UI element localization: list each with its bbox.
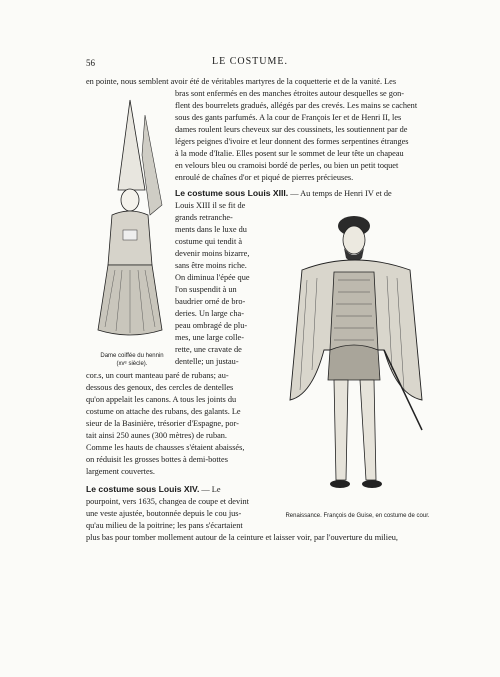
text-line: qu'on appelait les canons. A tous les joints du bbox=[86, 395, 237, 404]
text-line: flent des bourrelets gradués, allégés par des crevés. Les mains se cachent bbox=[175, 101, 418, 110]
text-line: cor.s, un court manteau paré de rubans; au- bbox=[86, 371, 229, 380]
text-line: sous des gants parfumés. A la cour de François Ier et de Henri II, les bbox=[175, 113, 402, 122]
text-line: tait ainsi 250 aunes (300 mètres) de ruban. bbox=[86, 431, 228, 440]
page-number: 56 bbox=[86, 58, 95, 68]
text-line: dames roulent leurs cheveux sur des coussinets, les soutiennent par de bbox=[175, 125, 408, 134]
text-line: devenir moins bizarre, bbox=[175, 249, 250, 258]
text-line: en velours bleu ou cramoisi bordé de perles, ou bien un petit toquet bbox=[175, 161, 399, 170]
text-line: largement couvertes. bbox=[86, 467, 155, 476]
text-line: enroulé de chaînes d'or et piqué de pierres précieuses. bbox=[175, 173, 354, 182]
text-line: dentelle; un justau- bbox=[175, 357, 239, 366]
text-line: Comme les hauts de chausses s'étaient abaissés, bbox=[86, 443, 245, 452]
text-line: rette, une cravate de bbox=[175, 345, 242, 354]
text-line: sans être moins riche. bbox=[175, 261, 247, 270]
text-line: en pointe, nous semblent avoir été de véritables martyres de la coquetterie et de la vanité. Les bbox=[86, 77, 397, 86]
text-line: bras sont enfermés en des manches étroites autour desquelles se gon- bbox=[175, 89, 405, 98]
text-line: sieur de la Basinière, trésorier d'Espagne, por- bbox=[86, 419, 239, 428]
text-line: baudrier orné de bro- bbox=[175, 297, 246, 306]
text-line: Louis XIII il se fit de bbox=[175, 201, 246, 210]
section-heading-louis-xiv: Le costume sous Louis XIV. — Le bbox=[86, 484, 221, 494]
section-heading-louis-xiii: Le costume sous Louis XIII. — Au temps de Henri IV et de bbox=[175, 188, 392, 198]
text-line: l'on suspendit à un bbox=[175, 285, 237, 294]
text-line: mes, une large colle- bbox=[175, 333, 244, 342]
francois-de-guise-illustration bbox=[272, 200, 442, 510]
hennin-lady-illustration bbox=[90, 95, 170, 345]
text-line: ments dans le luxe du bbox=[175, 225, 247, 234]
text-line: on réduisit les grosses bottes à demi-bottes bbox=[86, 455, 228, 464]
text-line: plus bas pour tomber mollement autour de la ceinture et laisser voir, par l'ouverture du milieu, bbox=[86, 533, 398, 542]
left-figure-caption: Dame coiffée du hennin (xvᵉ siècle). bbox=[100, 353, 164, 367]
text-line: grands retranche- bbox=[175, 213, 233, 222]
text-line: dessous des genoux, des cercles de dentelles bbox=[86, 383, 234, 392]
text-line: légers peignes d'ivoire et leur donnent des formes serpentines étranges bbox=[175, 137, 409, 146]
text-line: pourpoint, vers 1635, changea de coupe et devint bbox=[86, 497, 249, 506]
text-line: une veste ajustée, boutonnée depuis le cou jus- bbox=[86, 509, 242, 518]
text-line: costume on attache des rubans, des galants. Le bbox=[86, 407, 241, 416]
text-line: deries. Un large cha- bbox=[175, 309, 244, 318]
text-line: costume qui tendit à bbox=[175, 237, 243, 246]
text-line: On diminua l'épée que bbox=[175, 273, 250, 282]
text-line: peau ombragé de plu- bbox=[175, 321, 248, 330]
running-title: LE COSTUME. bbox=[212, 56, 288, 67]
text-line: à la mode d'Italie. Elles posent sur le sommet de leur tête un chapeau bbox=[175, 149, 404, 158]
text-line: qu'au milieu de la poitrine; les pans s'écartaient bbox=[86, 521, 243, 530]
right-figure-caption: Renaissance. François de Guise, en costume de cour. bbox=[285, 513, 430, 519]
